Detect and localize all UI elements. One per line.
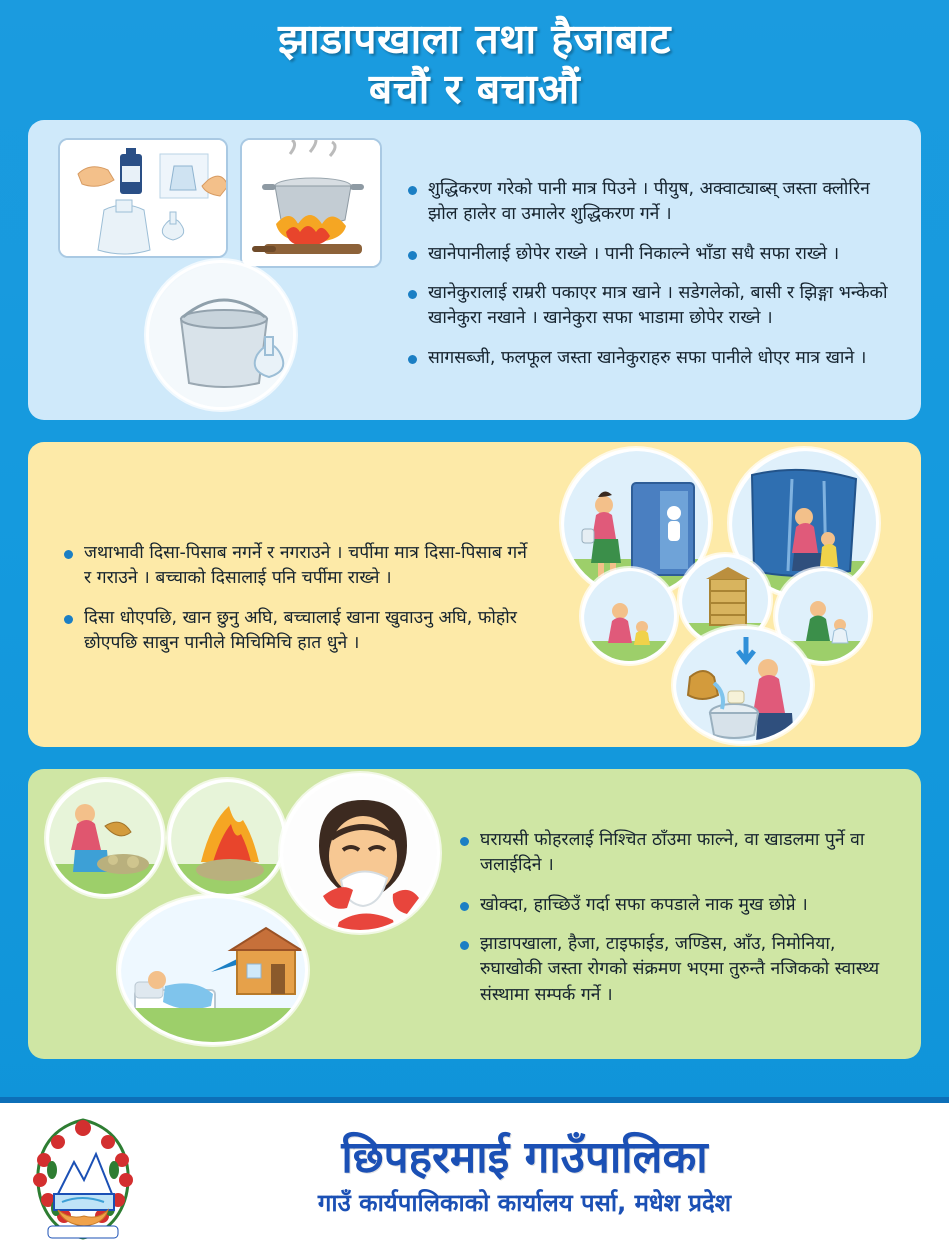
panel-1-text [400, 120, 921, 420]
panel-1-points [406, 177, 899, 371]
panel-sanitation-handwashing [28, 442, 921, 747]
list-item: सागसब्जी, फलफूल जस्ता खानेकुराहरु सफा पानीले धोएर मात्र खाने । [406, 346, 899, 371]
list-item: जथाभावी दिसा-पिसाब नगर्ने र नगराउने । चर्पीमा मात्र दिसा-पिसाब गर्ने र गराउने । बच्चाको दिसालाई पनि चर्पीमा राख्ने । [62, 541, 529, 592]
list-item: झाडापखाला, हैजा, टाइफाईड, जण्डिस, आँउ, निमोनिया, रुघाखोकी जस्ता रोगको संक्रमण भएमा तुरुन्तै नजिकको स्वास्थ्य संस्थामा सम्पर्क गर्ने । [458, 932, 899, 1008]
footer [0, 1097, 949, 1249]
title-line-1: झाडापखाला तथा हैजाबाट [278, 15, 671, 63]
footer-text [148, 1133, 931, 1219]
list-item: खानेपानीलाई छोपेर राख्ने । पानी निकाल्ने भाँडा सधै सफा राख्ने । [406, 242, 899, 267]
list-item: शुद्धिकरण गरेको पानी मात्र पिउने । पीयुष, अक्वाट्याब्स् जस्ता क्लोरिन झोल हालेर वा उमालेर शुद्धिकरण गर्ने । [406, 177, 899, 228]
boiling-pot-on-fire-illustration [240, 138, 382, 268]
panel-safe-water-food [28, 120, 921, 420]
girl-covering-sneeze-illustration [280, 773, 440, 933]
baby-stool-disposal-illustration [581, 568, 677, 664]
list-item: दिसा धोएपछि, खान छुनु अघि, बच्चालाई खाना खुवाउनु अघि, फोहोर छोएपछि साबुन पानीले मिचिमिचि हात धुने । [62, 606, 529, 657]
woman-dumping-waste-illustration [46, 779, 164, 897]
panel-3-illustrations [28, 769, 448, 1059]
covered-water-bucket-illustration [146, 260, 296, 410]
panel-1-illustrations [28, 120, 400, 420]
list-item: खोक्दा, हाच्छिउँ गर्दा सफा कपडाले नाक मुख छोप्ने । [458, 893, 899, 918]
page-title [0, 0, 949, 120]
office-name: गाउँ कार्यपालिकाको कार्यालय पर्सा, मधेश प्रदेश [317, 1189, 732, 1218]
panel-3-points [458, 828, 899, 1008]
handwashing-with-soap-illustration [673, 626, 813, 744]
nepal-government-emblem-icon [18, 1110, 148, 1242]
burning-waste-pile-illustration [168, 779, 286, 897]
panel-2-points [62, 541, 529, 657]
title-line-2: बचौं र बचाऔं [368, 65, 581, 114]
patient-referred-to-health-post-illustration [118, 895, 308, 1045]
panel-2-illustrations [551, 442, 921, 747]
list-item: खानेकुरालाई राम्ररी पकाएर मात्र खाने । सडेगलेको, बासी र झिङ्गा भन्केको खानेकुरा नखाने । खानेकुरा सफा भाडामा छोपेर राख्ने । [406, 281, 899, 332]
list-item: घरायसी फोहरलाई निश्चित ठाँउमा फाल्ने, वा खाडलमा पुर्ने वा जलाईदिने । [458, 828, 899, 879]
panel-waste-hygiene-healthcare [28, 769, 921, 1059]
panel-3-text [448, 769, 921, 1059]
panel-2-text [28, 442, 551, 747]
water-purification-drops-illustration [58, 138, 228, 258]
municipality-name: छिपहरमाई गाउँपालिका [341, 1131, 708, 1183]
